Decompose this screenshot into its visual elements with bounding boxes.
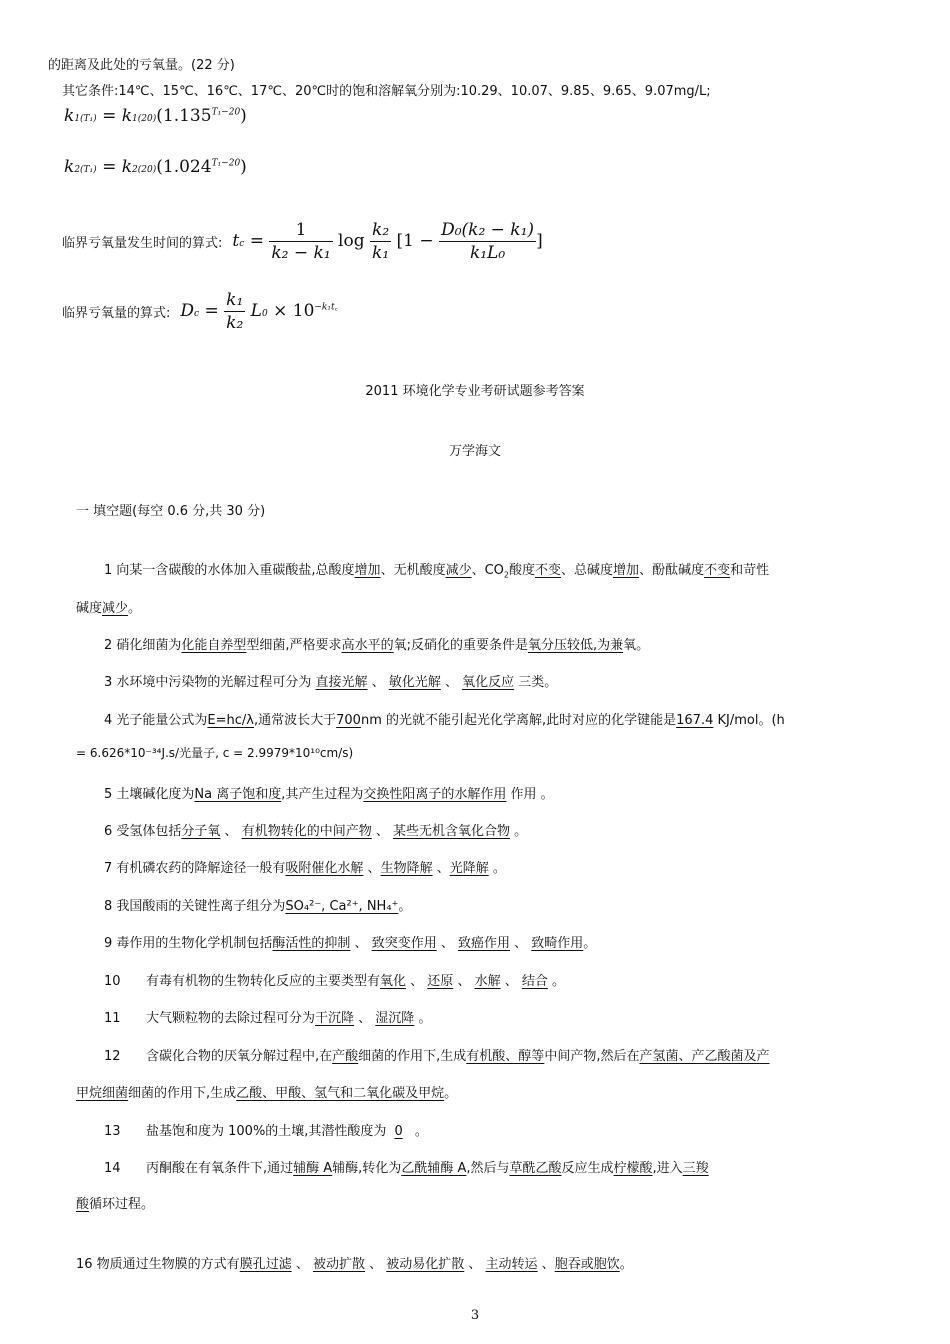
- question-1-line2: 碱度减少。: [76, 601, 142, 616]
- formula-tc: 临界亏氧量发生时间的算式: tc = $\frac{1}{\text{k₂ − k₁}}$ log $\frac{\text{k₂}}{\text{k₁}}$ [1 − $\frac{\text{D₀(k₂ − k₁)}}{\text{k₁L₀}}$ ]: [62, 219, 543, 263]
- page-title: 2011 环境化学专业考研试题参考答案: [365, 384, 585, 399]
- question-4-line1: 4 光子能量公式为E=hc/λ,通常波长大于700nm 的光就不能引起光化学离解,此时对应的化学键能是167.4 KJ/mol。(h: [104, 713, 785, 728]
- tc-label: 临界亏氧量发生时间的算式:: [62, 235, 223, 251]
- formula-k2: $k2(T_1) = k2(20)(1.024^{T_1-20})$: [64, 157, 247, 177]
- question-9: 9 毒作用的生物化学机制包括酶活性的抑制 、 致突变作用 、 致癌作用 、 致畸作用。: [104, 936, 597, 951]
- dc-label: 临界亏氧量的算式:: [62, 305, 171, 321]
- question-1-line1: 1 向某一含碳酸的水体加入重碳酸盐,总酸度增加、无机酸度减少、$CO_2$酸度不变、总碱度增加、酚酞碱度不变和苛性: [104, 563, 770, 580]
- question-12-line2: 甲烷细菌细菌的作用下,生成乙酸、甲酸、氢气和二氧化碳及甲烷。: [76, 1086, 458, 1101]
- question-16: 16 物质通过生物膜的方式有膜孔过滤 、 被动扩散 、 被动易化扩散 、 主动转运 、胞吞或胞饮。: [76, 1257, 633, 1272]
- question-3: 3 水环境中污染物的光解过程可分为 直接光解 、 敏化光解 、 氧化反应 三类。: [104, 675, 558, 690]
- saturation-conditions: 其它条件:14℃、15℃、16℃、17℃、20℃时的饱和溶解氧分别为:10.29、10.07、9.85、9.65、9.07mg/L;: [62, 84, 711, 99]
- question-7: 7 有机磷农药的降解途径一般有吸附催化水解 、生物降解 、光降解 。: [104, 861, 506, 876]
- question-10: 10 有毒有机物的生物转化反应的主要类型有氧化 、 还原 、 水解 、 结合 。: [104, 974, 566, 989]
- question-8: 8 我国酸雨的关键性离子组分为SO₄²⁻, Ca²⁺, NH₄⁺。: [104, 899, 412, 914]
- section-heading: 一 填空题(每空 0.6 分,共 30 分): [76, 504, 266, 519]
- formula-dc: 临界亏氧量的算式: Dc = $\frac{\text{k₁}}{\text{k₂}}$ $L0 \times 10^{-k_1t꜀}$: [62, 289, 338, 333]
- question-6: 6 受氢体包括分子氧 、 有机物转化的中间产物 、 某些无机含氧化合物 。: [104, 824, 528, 839]
- question-14-line1: 14 丙酮酸在有氧条件下,通过辅酶 A辅酶,转化为乙酰辅酶 A,然后与草酰乙酸反应生成柠檬酸,进入三羧: [104, 1161, 709, 1176]
- formula-k1: $k1(T_1) = k1(20)(1.135^{T_1-20})$: [64, 106, 247, 126]
- question-2: 2 硝化细菌为化能自养型型细菌,严格要求高水平的氧;反硝化的重要条件是氧分压较低,为兼氧。: [104, 638, 650, 653]
- question-12-line1: 12 含碳化合物的厌氧分解过程中,在产酸细菌的作用下,生成有机酸、醇等中间产物,然后在产氢菌、产乙酸菌及产: [104, 1049, 770, 1064]
- question-13: 13 盐基饱和度为 100%的土壤,其潜性酸度为 0 。: [104, 1124, 428, 1139]
- question-4-line2: = 6.626*10⁻³⁴J.s/光量子, c = 2.9979*10¹⁰cm/s): [76, 746, 354, 760]
- problem-continuation: 的距离及此处的亏氧量。(22 分): [48, 58, 235, 73]
- question-5: 5 土壤碱化度为Na 离子饱和度,其产生过程为交换性阳离子的水解作用 作用 。: [104, 787, 554, 802]
- question-14-line2: 酸循环过程。: [76, 1197, 155, 1212]
- author: 万学海文: [448, 444, 501, 459]
- question-11: 11 大气颗粒物的去除过程可分为干沉降 、 湿沉降 。: [104, 1011, 432, 1026]
- page-number: 3: [470, 1308, 480, 1323]
